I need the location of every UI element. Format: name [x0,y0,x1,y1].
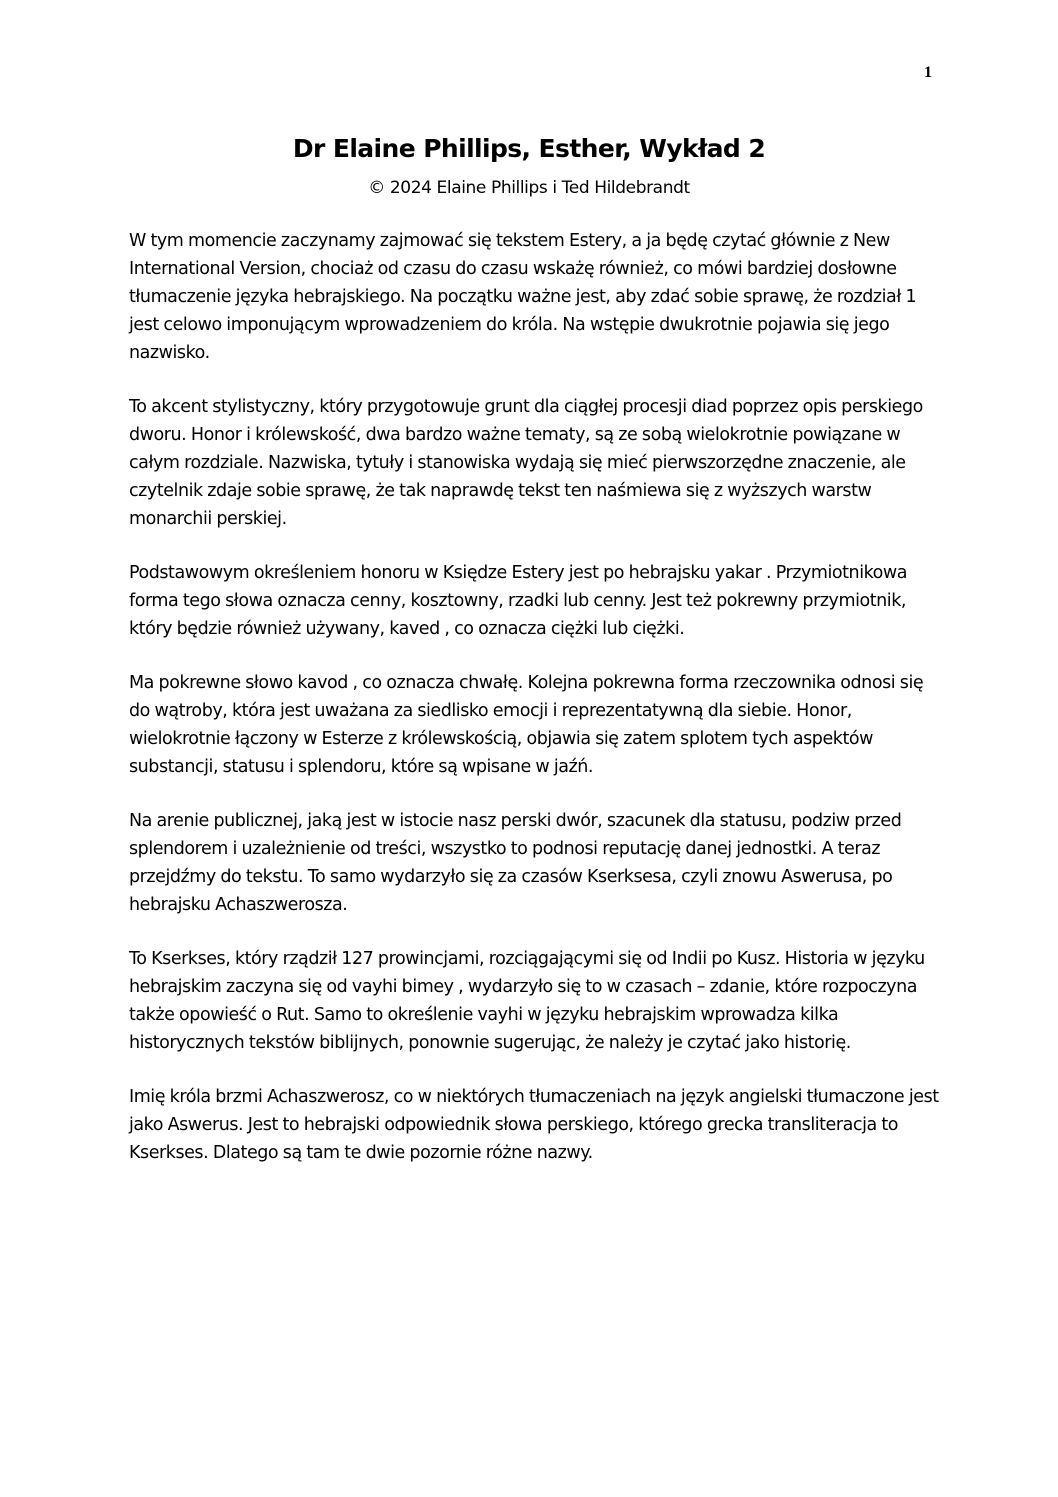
paragraph-2: To akcent stylistyczny, który przygotowuje grunt dla ciągłej procesji diad poprzez opis perskiego dworu. Honor i królewskość, dwa bardzo ważne tematy, są ze sobą wielokrotnie powiązane w całym rozdziale. Nazwiska, tytuły i stanowiska wydają się mieć pierwszorzędne znaczenie, ale czytelnik zdaje sobie sprawę, że tak naprawdę tekst ten naśmiewa się z wyższych warstw monarchii perskiej. [129,397,923,529]
paragraph-5: Na arenie publicznej, jaką jest w istocie nasz perski dwór, szacunek dla statusu, podziw przed splendorem i uzależnienie od treści, wszystko to podnosi reputację danej jednostki. A teraz przejdźmy do tekstu. To samo wydarzyło się za czasów Kserksesa, czyli znowu Aswerusa, po hebrajsku Achaszwerosza. [129,811,902,915]
paragraph-7: Imię króla brzmi Achaszwerosz, co w niektórych tłumaczeniach na język angielski tłumaczone jest jako Aswerus. Jest to hebrajski odpowiednik słowa perskiego, którego grecka transliteracja to Kserkses. Dlatego są tam te dwie pozornie różne nazwy. [129,1087,939,1163]
paragraph-1: W tym momencie zaczynamy zajmować się tekstem Estery, a ja będę czytać głównie z New International Version, chociaż od czasu do czasu wskażę również, co mówi bardziej dosłowne tłumaczenie języka hebrajskiego. Na początku ważne jest, aby zdać sobie sprawę, że rozdział 1 jest celowo imponującym wprowadzeniem do króla. Na wstępie dwukrotnie pojawia się jego nazwisko. [129,231,917,363]
document-title: Dr Elaine Phillips, Esther, Wykład 2 [292,134,766,163]
document-body [129,227,939,1193]
paragraph-3: Podstawowym określeniem honoru w Księdze Estery jest po hebrajsku yakar . Przymiotnikowa forma tego słowa oznacza cenny, kosztowny, rzadki lub cenny. Jest też pokrewny przymiotnik, który będzie również używany, kaved , co oznacza ciężki lub ciężki. [129,563,908,639]
copyright-line: © 2024 Elaine Phillips i Ted Hildebrandt [368,178,690,198]
paragraph-4: Ma pokrewne słowo kavod , co oznacza chwałę. Kolejna pokrewna forma rzeczownika odnosi się do wątroby, która jest uważana za siedlisko emocji i reprezentatywną dla siebie. Honor, wielokrotnie łączony w Esterze z królewskością, objawia się zatem splotem tych aspektów substancji, statusu i splendoru, które są wpisane w jaźń. [129,673,924,777]
paragraph-6: To Kserkses, który rządził 127 prowincjami, rozciągającymi się od Indii po Kusz. Historia w języku hebrajskim zaczyna się od vayhi bimey , wydarzyło się to w czasach – zdanie, które rozpoczyna także opowieść o Rut. Samo to określenie vayhi w języku hebrajskim wprowadza kilka historycznych tekstów biblijnych, ponownie sugerując, że należy je czytać jako historię. [129,949,925,1053]
page-number: 1 [924,64,932,81]
